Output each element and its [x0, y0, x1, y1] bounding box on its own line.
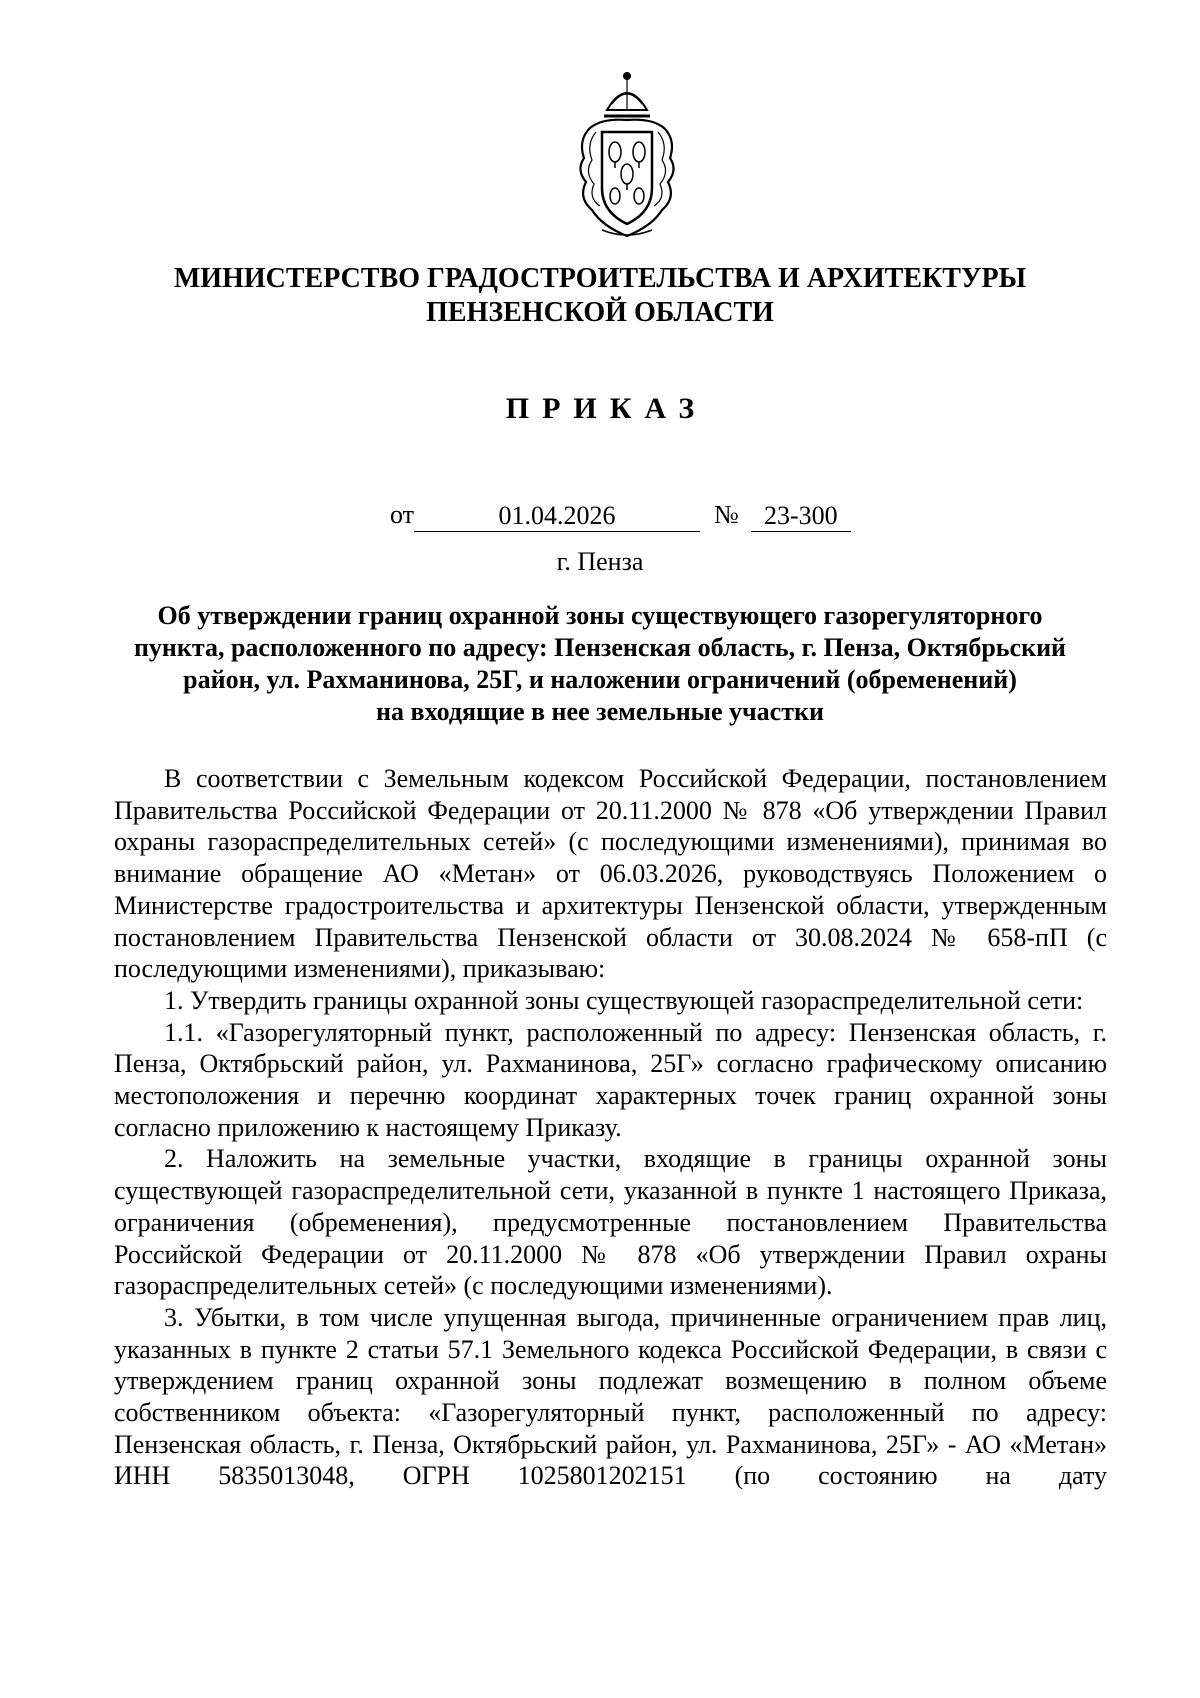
ministry-name-line2: ПЕНЗЕНСКОЙ ОБЛАСТИ: [426, 297, 774, 328]
penza-region-coat-of-arms-icon: [572, 70, 682, 240]
order-title-line2: пункта, расположенного по адресу: Пензенская область, г. Пенза, Октябрьский: [133, 633, 1067, 662]
order-title-line1: Об утверждении границ охранной зоны существующего газорегуляторного: [157, 601, 1043, 630]
order-body: [114, 763, 1107, 1492]
date-number-line: [390, 498, 851, 532]
preamble-paragraph: В соответствии с Земельным кодексом Российской Федерации, постановлением Правительства Российской Федерации от 20.11.2000 № 878 «Об утверждении Правил охраны газораспределительных сетей» (с последующими изменениями), принимая во внимание обращение АО «Метан» от 06.03.2026, руководствуясь Положением о Министерстве градостроительства и архитектуры Пензенской области, утвержденным постановлением Правительства Пензенской области от 30.08.2024 № 658-пП (с последующими изменениями), приказываю:: [114, 764, 1107, 984]
order-title: [120, 600, 1080, 728]
ministry-name: [100, 262, 1100, 330]
document-type-heading: ПРИКАЗ: [505, 392, 708, 425]
number-prefix: №: [714, 500, 739, 529]
document-date: 01.04.2026: [414, 501, 700, 532]
order-title-line4: на входящие в нее земельные участки: [376, 697, 824, 726]
item-1-1-paragraph: 1.1. «Газорегуляторный пункт, расположенный по адресу: Пензенская область, г. Пенза, Октябрьский район, ул. Рахманинова, 25Г» согласно графическому описанию местоположения и перечню координат характерных точек границ охранной зоны согласно приложению к настоящему Приказу.: [114, 1017, 1107, 1142]
date-prefix: от: [390, 500, 415, 529]
order-title-line3: район, ул. Рахманинова, 25Г, и наложении ограничений (обременений): [183, 665, 1017, 694]
ministry-name-line1: МИНИСТЕРСТВО ГРАДОСТРОИТЕЛЬСТВА И АРХИТЕКТУРЫ: [173, 263, 1027, 294]
item-1-paragraph: 1. Утвердить границы охранной зоны существующей газораспределительной сети:: [164, 985, 1084, 1015]
document-number: 23-300: [751, 501, 851, 532]
item-3-paragraph: 3. Убытки, в том числе упущенная выгода, причиненные ограничением прав лиц, указанных в пункте 2 статьи 57.1 Земельного кодекса Российской Федерации, в связи с утверждением границ охранной зоны подлежат возмещению в полном объеме собственником объекта: «Газорегуляторный пункт, расположенный по адресу: Пензенская область, г. Пенза, Октябрьский район, ул. Рахманинова, 25Г» - АО «Метан» ИНН 5835013048, ОГРН 1025801202151 (по состоянию на дату: [114, 1302, 1107, 1491]
city-line: г. Пенза: [556, 547, 644, 576]
item-2-paragraph: 2. Наложить на земельные участки, входящие в границы охранной зоны существующей газораспределительной сети, указанной в пункте 1 настоящего Приказа, ограничения (обременения), предусмотренные постановлением Правительства Российской Федерации от 20.11.2000 № 878 «Об утверждении Правил охраны газораспределительных сетей» (с последующими изменениями).: [114, 1144, 1107, 1301]
